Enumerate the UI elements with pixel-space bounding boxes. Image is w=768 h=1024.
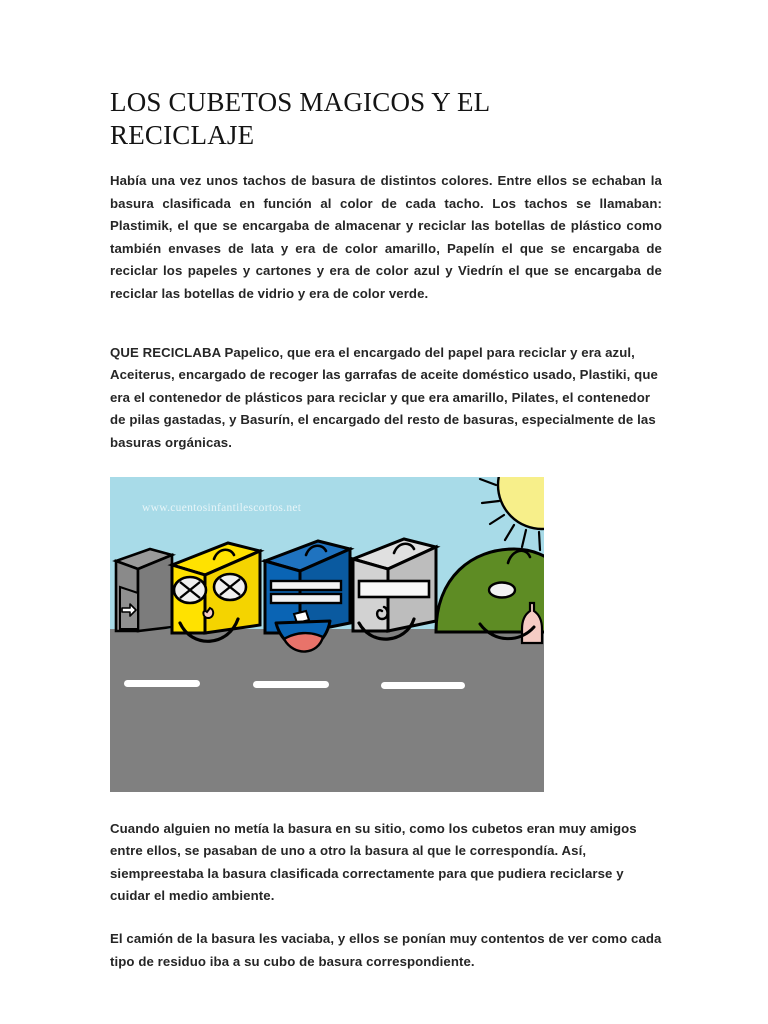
road-surface — [110, 629, 544, 792]
paragraph-4: El camión de la basura les vaciaba, y ellos se ponían muy contentos de ver como cada tipo de residuo iba a su cubo de basura correspondiente. — [110, 930, 662, 969]
bin-dark-gray — [116, 549, 172, 631]
slot-icon — [359, 581, 429, 597]
road-dash — [253, 681, 329, 688]
paragraph-2: QUE RECICLABA Papelico, que era el encargado del papel para reciclar y era azul, Aceiterus, encargado de recoger las garrafas de aceite doméstico usado, Plastiki, que era el contenedor de plásticos para reciclar y que era amarillo, Pilates, el contenedor de pilas gastadas, y Basurín, el encargado del resto de basuras, especialmente de las basuras orgánicas. — [110, 344, 658, 450]
page-title: LOS CUBETOS MAGICOS Y EL RECICLAJE — [110, 87, 490, 150]
illustration-recycling-bins — [110, 477, 544, 792]
spacer-2 — [110, 455, 662, 477]
x-eye-left — [174, 577, 206, 603]
illustration-svg — [110, 477, 544, 792]
paragraph-3: Cuando alguien no metía la basura en su sitio, como los cubetos eran muy amigos entre ellos, se pasaban de uno a otro la basura al que le correspondía. Así, siempreestaba la basura clasificada correctamente para que pudiera reciclarse y cuidar el medio ambiente. — [110, 820, 637, 904]
bin-gray — [353, 539, 436, 639]
road-dash — [381, 682, 465, 689]
document-body — [110, 86, 662, 973]
spacer-3 — [110, 792, 662, 818]
spacer-1 — [110, 306, 662, 342]
x-eye-right — [214, 574, 246, 600]
image-watermark: www.cuentosinfantilescortos.net — [142, 501, 302, 514]
road-dash — [124, 680, 200, 687]
paragraph-1: Había una vez unos tachos de basura de distintos colores. Entre ellos se echaban la basura clasificada en función al color de cada tacho. Los tachos se llamaban: Plastimik, el que se encargaba de almacenar y reciclar las botellas de plástico como también envases de lata y era de color amarillo, Papelín el que se encargaba de reciclar los papeles y cartones y era de color azul y Viedrín el que se encargaba de reciclar las botellas de vidrio y era de color verde. — [110, 173, 662, 301]
spacer-4 — [110, 908, 662, 928]
